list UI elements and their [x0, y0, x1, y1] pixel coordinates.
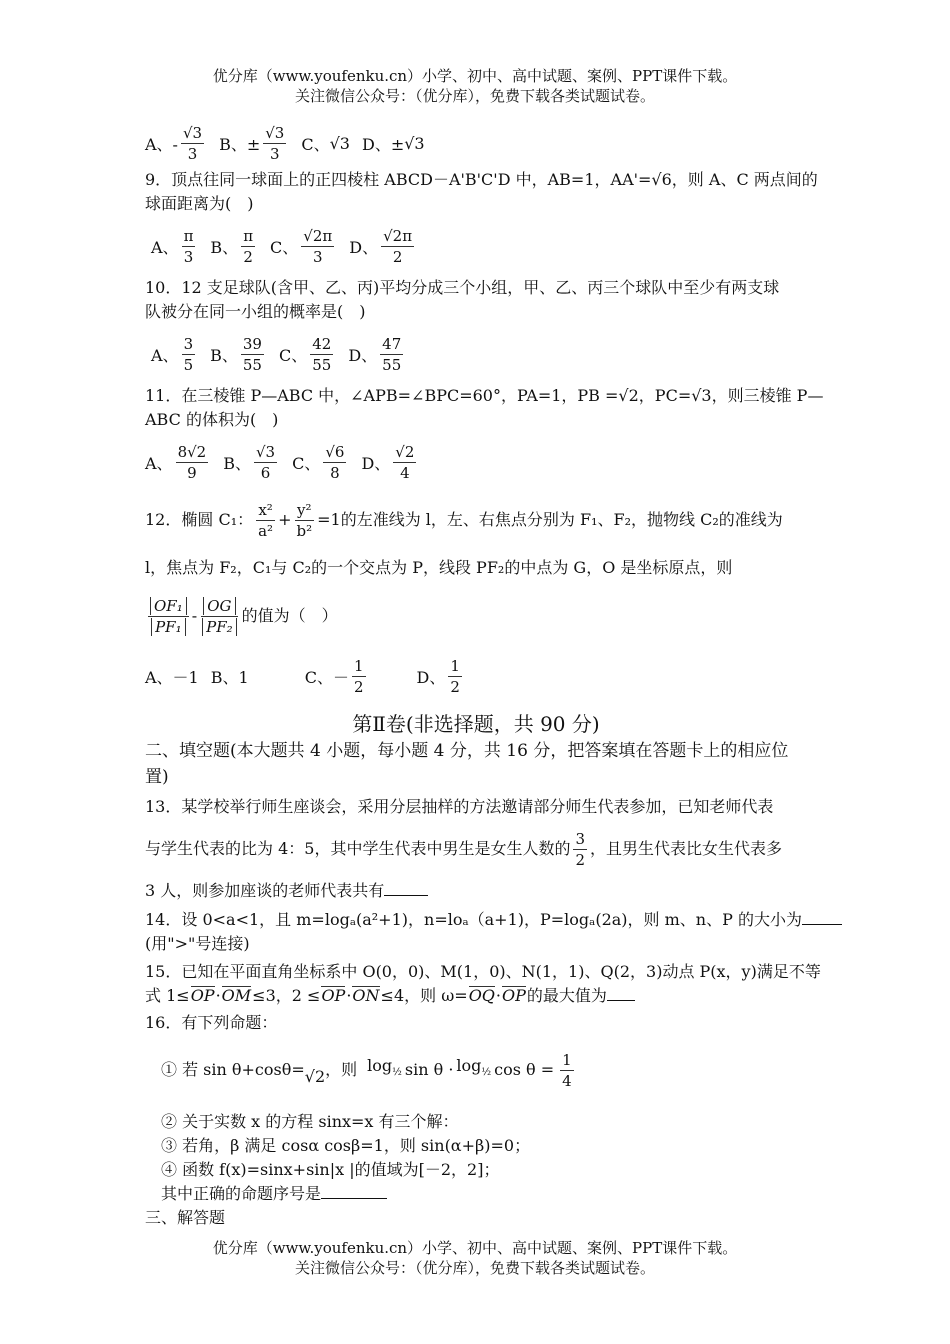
q12-ratio-1 — [148, 596, 189, 637]
q9-a-den: 3 — [183, 247, 194, 266]
q11-c-label: C、 — [292, 453, 321, 473]
footer-line-1: 优分库（www.youfenku.cn）小学、初中、高中试题、案例、PPT课件下载。 — [212, 1239, 738, 1257]
q12-minus: - — [191, 606, 198, 625]
q9-d-den: 2 — [392, 247, 403, 266]
q14-text-2: (用">"号连接) — [145, 934, 250, 953]
q11-d-den: 4 — [400, 463, 410, 482]
q10-d-num: 47 — [382, 334, 402, 353]
q8-option-d — [362, 132, 425, 155]
q8-a-label: A、- — [145, 134, 178, 154]
q11-text-2: ABC 的体积为( ) — [145, 410, 279, 429]
fill-in-heading: 二、填空题(本大题共 4 小题，每小题 4 分，共 16 分，把答案填在答题卡上的相应位置) — [145, 741, 789, 787]
q10-a-num: 3 — [183, 334, 194, 353]
q13-frac-num: 3 — [575, 829, 585, 848]
q10-options — [145, 324, 807, 384]
q12-plus: + — [278, 510, 292, 529]
q8-b-num: √3 — [265, 123, 285, 142]
q16-p1-cos: cos θ = — [494, 1060, 555, 1079]
q8-b-den: 3 — [270, 144, 280, 163]
q16-p1-b: ，则 — [325, 1060, 358, 1079]
q10-a-label: A、 — [151, 345, 179, 365]
q12-ratio-2 — [200, 596, 239, 637]
q16-p1-base-2: ½ — [481, 1067, 492, 1079]
q10-b-label: B、 — [210, 345, 238, 365]
q16-p1-log-2 — [456, 1054, 491, 1085]
q10-text-1: 10．12 支足球队(含甲、乙、丙)平均分成三个小组，甲、乙、丙三个球队中至少有两支球 — [145, 278, 780, 297]
q16-p1-base-1: ½ — [392, 1067, 402, 1079]
q9-text-2: 球面距离为( ) — [145, 194, 254, 213]
q12-c-label: C、－ — [304, 667, 349, 687]
q8-c-label: C、 — [301, 134, 330, 154]
q12-prefix: 12．椭圆 C₁： — [145, 510, 254, 529]
q10-c-label: C、 — [278, 345, 308, 365]
q9-c-den: 3 — [313, 247, 323, 266]
q13-text-1: 13．某学校举行师生座谈会，采用分层抽样的方法邀请部分师生代表参加，已知老师代表 — [145, 797, 774, 816]
q8-a-frac — [181, 123, 204, 164]
q11-option-a — [145, 442, 211, 483]
footer-line-2: 关注微信公众号：（优分库），免费下载各类试题试卷。 — [294, 1259, 655, 1277]
q12-d-num: 1 — [450, 656, 460, 675]
q8-a-den: 3 — [187, 144, 198, 163]
q11-b-label: B、 — [223, 453, 251, 473]
q16-p1-sqrt: √2 — [304, 1067, 326, 1086]
q16-p1-log-word-1: log — [367, 1056, 393, 1076]
q10-c-frac — [310, 334, 333, 375]
q8-option-b — [219, 123, 289, 164]
q11-option-b — [223, 442, 280, 483]
q13-text-3: 3 人，则参加座谈的老师代表共有 — [145, 881, 385, 900]
q12-rest-1: 的左准线为 l，左、右焦点分别为 F₁、F₂，抛物线 C₂的准线为 — [340, 510, 783, 529]
q8-a-num: √3 — [182, 123, 203, 142]
q9-b-num: π — [243, 226, 254, 245]
q10-option-d — [348, 334, 406, 375]
q9-b-den: 2 — [243, 247, 253, 266]
q10-text-2: 队被分在同一小组的概率是( ) — [145, 302, 366, 321]
q15-vec-oq: OQ — [468, 986, 495, 1005]
q9-options — [145, 216, 807, 276]
q12-d-label: D、 — [416, 667, 446, 687]
q11-option-c — [292, 442, 349, 483]
q13-answer-blank[interactable] — [384, 879, 428, 896]
q12-option-a: A、－1 — [145, 667, 199, 687]
q16-p1-a: ① 若 sin θ+cosθ= — [161, 1060, 305, 1079]
q9-option-d — [349, 226, 417, 267]
q10-d-frac — [380, 334, 403, 375]
q11-c-den: 8 — [330, 463, 340, 482]
q16-prop-2: ② 关于实数 x 的方程 sinx=x 有三个解： — [161, 1112, 459, 1131]
q12-c-num: 1 — [353, 656, 364, 675]
q11-a-label: A、 — [145, 453, 173, 473]
q15-dot-3: · — [495, 986, 502, 1005]
q12-x-num: x² — [258, 500, 273, 519]
q15-line-2 — [145, 984, 807, 1008]
q16-prop-5 — [161, 1182, 807, 1206]
section-3-heading: 三、解答题 — [145, 1208, 226, 1227]
q12-text-2: l，焦点为 F₂，C₁与 C₂的一个交点为 P，线段 PF₂的中点为 G，O 是坐标原点，则 — [145, 558, 733, 577]
q9-a-label: A、 — [151, 237, 179, 257]
q16-answer-blank[interactable] — [321, 1182, 387, 1199]
q16-prop-4: ④ 函数 f(x)=sinx+sin|x |的值域为[－2，2]； — [161, 1160, 500, 1179]
q8-b-frac — [263, 123, 286, 164]
q11-b-num: √3 — [255, 442, 276, 461]
q16-prop-3: ③ 若角，β 满足 cosα cosβ=1，则 sin(α+β)=0； — [161, 1136, 531, 1155]
q10-option-c — [279, 334, 336, 375]
q12-eq-one: =1 — [317, 510, 341, 529]
q15-vec-op-1: OP — [190, 986, 215, 1005]
q15-text-1: 15．已知在平面直角坐标系中 O(0，0)、M(1，0)、N(1，1)、Q(2，3)动点 P(x，y)满足不等 — [145, 962, 821, 981]
q15-dot-1: · — [215, 986, 221, 1005]
q10-d-den: 55 — [382, 355, 402, 374]
q13-frac — [573, 829, 587, 870]
q16-p5: 其中正确的命题序号是 — [161, 1184, 322, 1203]
header-line-2: 关注微信公众号：（优分库），免费下载各类试题试卷。 — [294, 87, 655, 105]
q10-a-den: 5 — [183, 355, 194, 374]
q9-option-a — [151, 226, 198, 267]
q12-x-den: a² — [258, 521, 274, 540]
q15-vec-om: OM — [221, 986, 252, 1005]
q10-d-label: D、 — [348, 345, 378, 365]
q12-ratio1-num: OF₁ — [150, 597, 187, 615]
q16-p1-result — [560, 1050, 574, 1091]
q10-option-b — [210, 334, 267, 375]
q11-a-frac — [176, 442, 209, 483]
q12-tail: 的值为（ ） — [241, 606, 338, 625]
q10-b-den: 55 — [242, 355, 262, 374]
page-header — [0, 66, 950, 106]
q12-option-b: B、1 — [210, 667, 249, 687]
q11-c-num: √6 — [325, 442, 345, 461]
header-line-1: 优分库（www.youfenku.cn）小学、初中、高中试题、案例、PPT课件下载。 — [212, 67, 738, 85]
q8-b-label: B、± — [219, 134, 261, 154]
q11-option-d — [361, 442, 419, 483]
q10-b-num: 39 — [242, 334, 262, 353]
q15-dot-2: · — [346, 986, 352, 1005]
q9-b-frac — [241, 226, 255, 267]
q10-b-frac — [241, 334, 264, 375]
q14-line-1 — [145, 908, 807, 932]
q8-option-c — [301, 132, 350, 155]
q12-c-den: 2 — [353, 677, 364, 696]
q14-text-1: 14．设 0<a<1，且 m=logₐ(a²+1)，n=loₐ（a+1)，P=logₐ(2a)，则 m、n、P 的大小为 — [145, 910, 802, 929]
q16-prop-1 — [161, 1038, 807, 1102]
q9-c-frac — [301, 226, 334, 267]
q12-y-den: b² — [296, 521, 313, 540]
q11-options — [145, 432, 807, 492]
q12-ratio1-den: PF₁ — [151, 618, 186, 636]
q11-a-num: 8√2 — [177, 442, 207, 461]
q9-b-label: B、 — [210, 237, 239, 257]
q13-text-2b: ，且男生代表比女生代表多 — [590, 839, 783, 858]
exam-content — [145, 118, 824, 1230]
q9-a-frac — [182, 226, 196, 267]
q9-option-b — [210, 226, 258, 267]
q10-c-num: 42 — [312, 334, 332, 353]
q10-a-frac — [182, 334, 196, 375]
q10-option-a — [151, 334, 198, 375]
section-2-title: 第Ⅱ卷(非选择题，共 90 分) — [352, 712, 600, 736]
q9-d-frac — [381, 226, 414, 267]
q12-y-frac — [294, 500, 314, 541]
q12-d-den: 2 — [450, 677, 460, 696]
q13-line-2 — [145, 824, 807, 874]
q11-d-num: √2 — [395, 442, 415, 461]
q16-p1-log-1 — [367, 1054, 402, 1085]
page-footer — [0, 1238, 950, 1278]
q14-answer-blank[interactable] — [802, 908, 842, 925]
q9-c-label: C、 — [270, 237, 299, 257]
q8-d-label: D、± — [361, 134, 405, 154]
q15-t-d: 的最大值为 — [526, 986, 607, 1005]
q12-x-frac — [256, 500, 275, 541]
q12-line-1 — [145, 492, 807, 548]
q8-d-val: √3 — [404, 133, 425, 153]
q8-options — [145, 118, 807, 168]
q11-text-1: 11．在三棱锥 P—ABC 中，∠APB=∠BPC=60°，PA=1，PB =√2，PC=√3，则三棱锥 P— — [145, 386, 824, 405]
q12-ratio2-den: PF₂ — [202, 618, 237, 636]
q11-a-den: 9 — [187, 463, 197, 482]
q12-c-frac — [352, 656, 366, 697]
q16-head: 16．有下列命题： — [145, 1013, 278, 1032]
q9-d-label: D、 — [349, 237, 379, 257]
q9-a-num: π — [183, 226, 194, 245]
q12-d-frac — [448, 656, 462, 697]
q15-vec-op-2: OP — [321, 986, 346, 1005]
q12-line-3 — [145, 588, 807, 644]
q16-p1-rden: 4 — [562, 1071, 572, 1090]
q15-answer-blank[interactable] — [607, 984, 635, 1001]
q11-d-label: D、 — [361, 453, 391, 473]
q13-frac-den: 2 — [575, 850, 585, 869]
q11-b-den: 6 — [260, 463, 271, 482]
q15-vec-on: ON — [352, 986, 380, 1005]
q16-p1-log-word-2: log — [456, 1056, 482, 1076]
q16-p1-sin: sin θ · — [404, 1060, 454, 1079]
q15-t-a: 式 1≤ — [145, 986, 190, 1005]
q16-p1-rnum: 1 — [562, 1050, 572, 1069]
q12-y-num: y² — [297, 500, 312, 519]
q11-b-frac — [254, 442, 277, 483]
q10-c-den: 55 — [312, 355, 332, 374]
q11-d-frac — [393, 442, 416, 483]
q12-option-d — [417, 656, 465, 697]
q9-text-1: 9．顶点往同一球面上的正四棱柱 ABCD－A'B'C'D 中，AB=1，AA'=√6，则 A、C 两点间的 — [145, 170, 818, 189]
q9-c-num: √2π — [303, 226, 333, 245]
q11-c-frac — [323, 442, 346, 483]
q12-ratio2-num: OG — [203, 597, 235, 615]
q8-option-a — [145, 123, 207, 164]
q12-options — [145, 644, 807, 708]
q12-option-c — [305, 656, 369, 697]
q13-line-3 — [145, 874, 807, 908]
q9-d-num: √2π — [383, 226, 413, 245]
q15-t-c: ≤4，则 ω= — [380, 986, 468, 1005]
q15-vec-op-3: OP — [502, 986, 526, 1005]
q8-c-val: √3 — [329, 133, 350, 153]
q9-option-c — [270, 226, 337, 267]
q15-t-b: ≤3，2 ≤ — [252, 986, 321, 1005]
q13-text-2a: 与学生代表的比为 4：5，其中学生代表中男生是女生人数的 — [145, 839, 571, 858]
